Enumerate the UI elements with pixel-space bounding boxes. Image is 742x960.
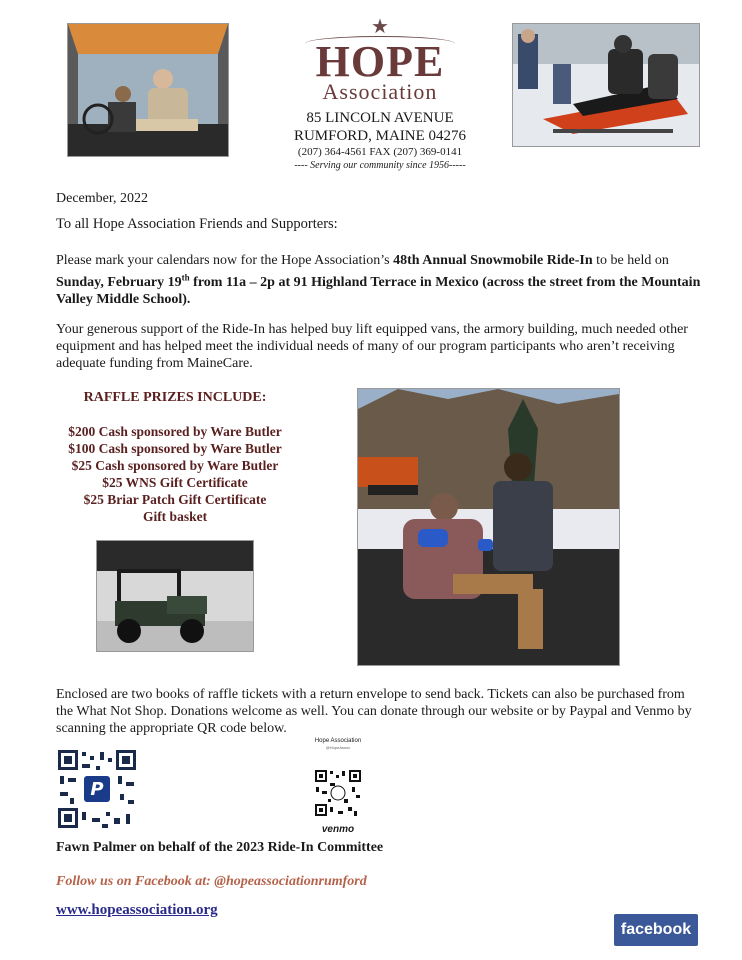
logo-subtitle: Association xyxy=(322,79,438,104)
ride-in-illustration xyxy=(358,389,619,665)
phone-fax: (207) 364-4561 FAX (207) 369-0141 xyxy=(297,146,463,158)
venmo-qr-code xyxy=(314,769,362,817)
venmo-qr-title: Hope Association xyxy=(314,738,362,744)
paragraph-support: Your generous support of the Ride-In has helped buy lift equipped vans, the armory building, much needed other equipment and has helped meet the individual needs of many of our program participants who aren’t receiving adequate funding from MaineCare. xyxy=(56,322,688,371)
event-date-suffix: th xyxy=(181,272,190,282)
facebook-follow-line: Follow us on Facebook at: @hopeassociationrumford xyxy=(56,874,367,889)
ride-in-photo xyxy=(357,388,620,666)
snowmobile-photo xyxy=(512,23,700,147)
paragraph-tickets: Enclosed are two books of raffle tickets with a return envelope to send back. Tickets can also be purchased from the What Not Shop. Donations welcome as well. You can donate through our website or by Paypal and Venmo by scanning the appropriate QR code below. xyxy=(56,687,692,736)
event-date-text: Sunday, February 19 xyxy=(56,274,182,290)
raffle-item: $25 Briar Patch Gift Certificate xyxy=(83,492,267,507)
paypal-qr-graphic xyxy=(56,748,138,830)
raffle-item: $200 Cash sponsored by Ware Butler xyxy=(68,424,282,439)
letter-date: December, 2022 xyxy=(56,191,148,206)
paypal-qr-code[interactable] xyxy=(56,748,138,830)
raffle-item: $25 WNS Gift Certificate xyxy=(102,475,248,490)
event-time-location: from 11a – 2p at 91 Highland Terrace in Mexico (across the street from the Mountain Valley Middle School). xyxy=(56,274,701,307)
paragraph-event-part: to be held on xyxy=(592,253,669,268)
paragraph-event xyxy=(56,252,701,308)
greeting: To all Hope Association Friends and Supporters: xyxy=(56,216,338,232)
venmo-qr-block[interactable] xyxy=(306,738,370,836)
event-date xyxy=(56,272,701,307)
raffle-heading: RAFFLE PRIZES INCLUDE: xyxy=(83,390,267,405)
utv-photo xyxy=(96,540,254,652)
venmo-logo: venmo xyxy=(321,824,355,835)
raffle-item: Gift basket xyxy=(142,509,208,524)
logo-name: HOPE xyxy=(315,37,445,86)
groomer-cab-illustration xyxy=(68,24,228,156)
raffle-item: $100 Cash sponsored by Ware Butler xyxy=(68,441,282,456)
utv-illustration xyxy=(97,541,253,651)
signature: Fawn Palmer on behalf of the 2023 Ride-In Committee xyxy=(56,840,384,855)
raffle-list xyxy=(55,423,295,525)
event-name: 48th Annual Snowmobile Ride-In xyxy=(393,253,593,268)
svg-text:P: P xyxy=(90,779,104,800)
letterhead xyxy=(285,18,475,173)
tagline: ---- Serving our community since 1956----- xyxy=(294,160,466,171)
snowmobile-illustration xyxy=(513,24,699,146)
address-city: RUMFORD, MAINE 04276 xyxy=(293,128,467,144)
facebook-badge[interactable]: facebook xyxy=(614,914,698,946)
paragraph-event-part: Please mark your calendars now for the Hope Association’s xyxy=(56,253,394,268)
address-street: 85 LINCOLN AVENUE xyxy=(306,110,454,126)
raffle-item: $25 Cash sponsored by Ware Butler xyxy=(71,458,279,473)
groomer-cab-photo xyxy=(67,23,229,157)
website-link[interactable]: www.hopeassociation.org xyxy=(56,902,218,918)
venmo-qr-handle: @HopeAssoc xyxy=(325,745,351,750)
star-icon: ★ xyxy=(371,16,389,38)
